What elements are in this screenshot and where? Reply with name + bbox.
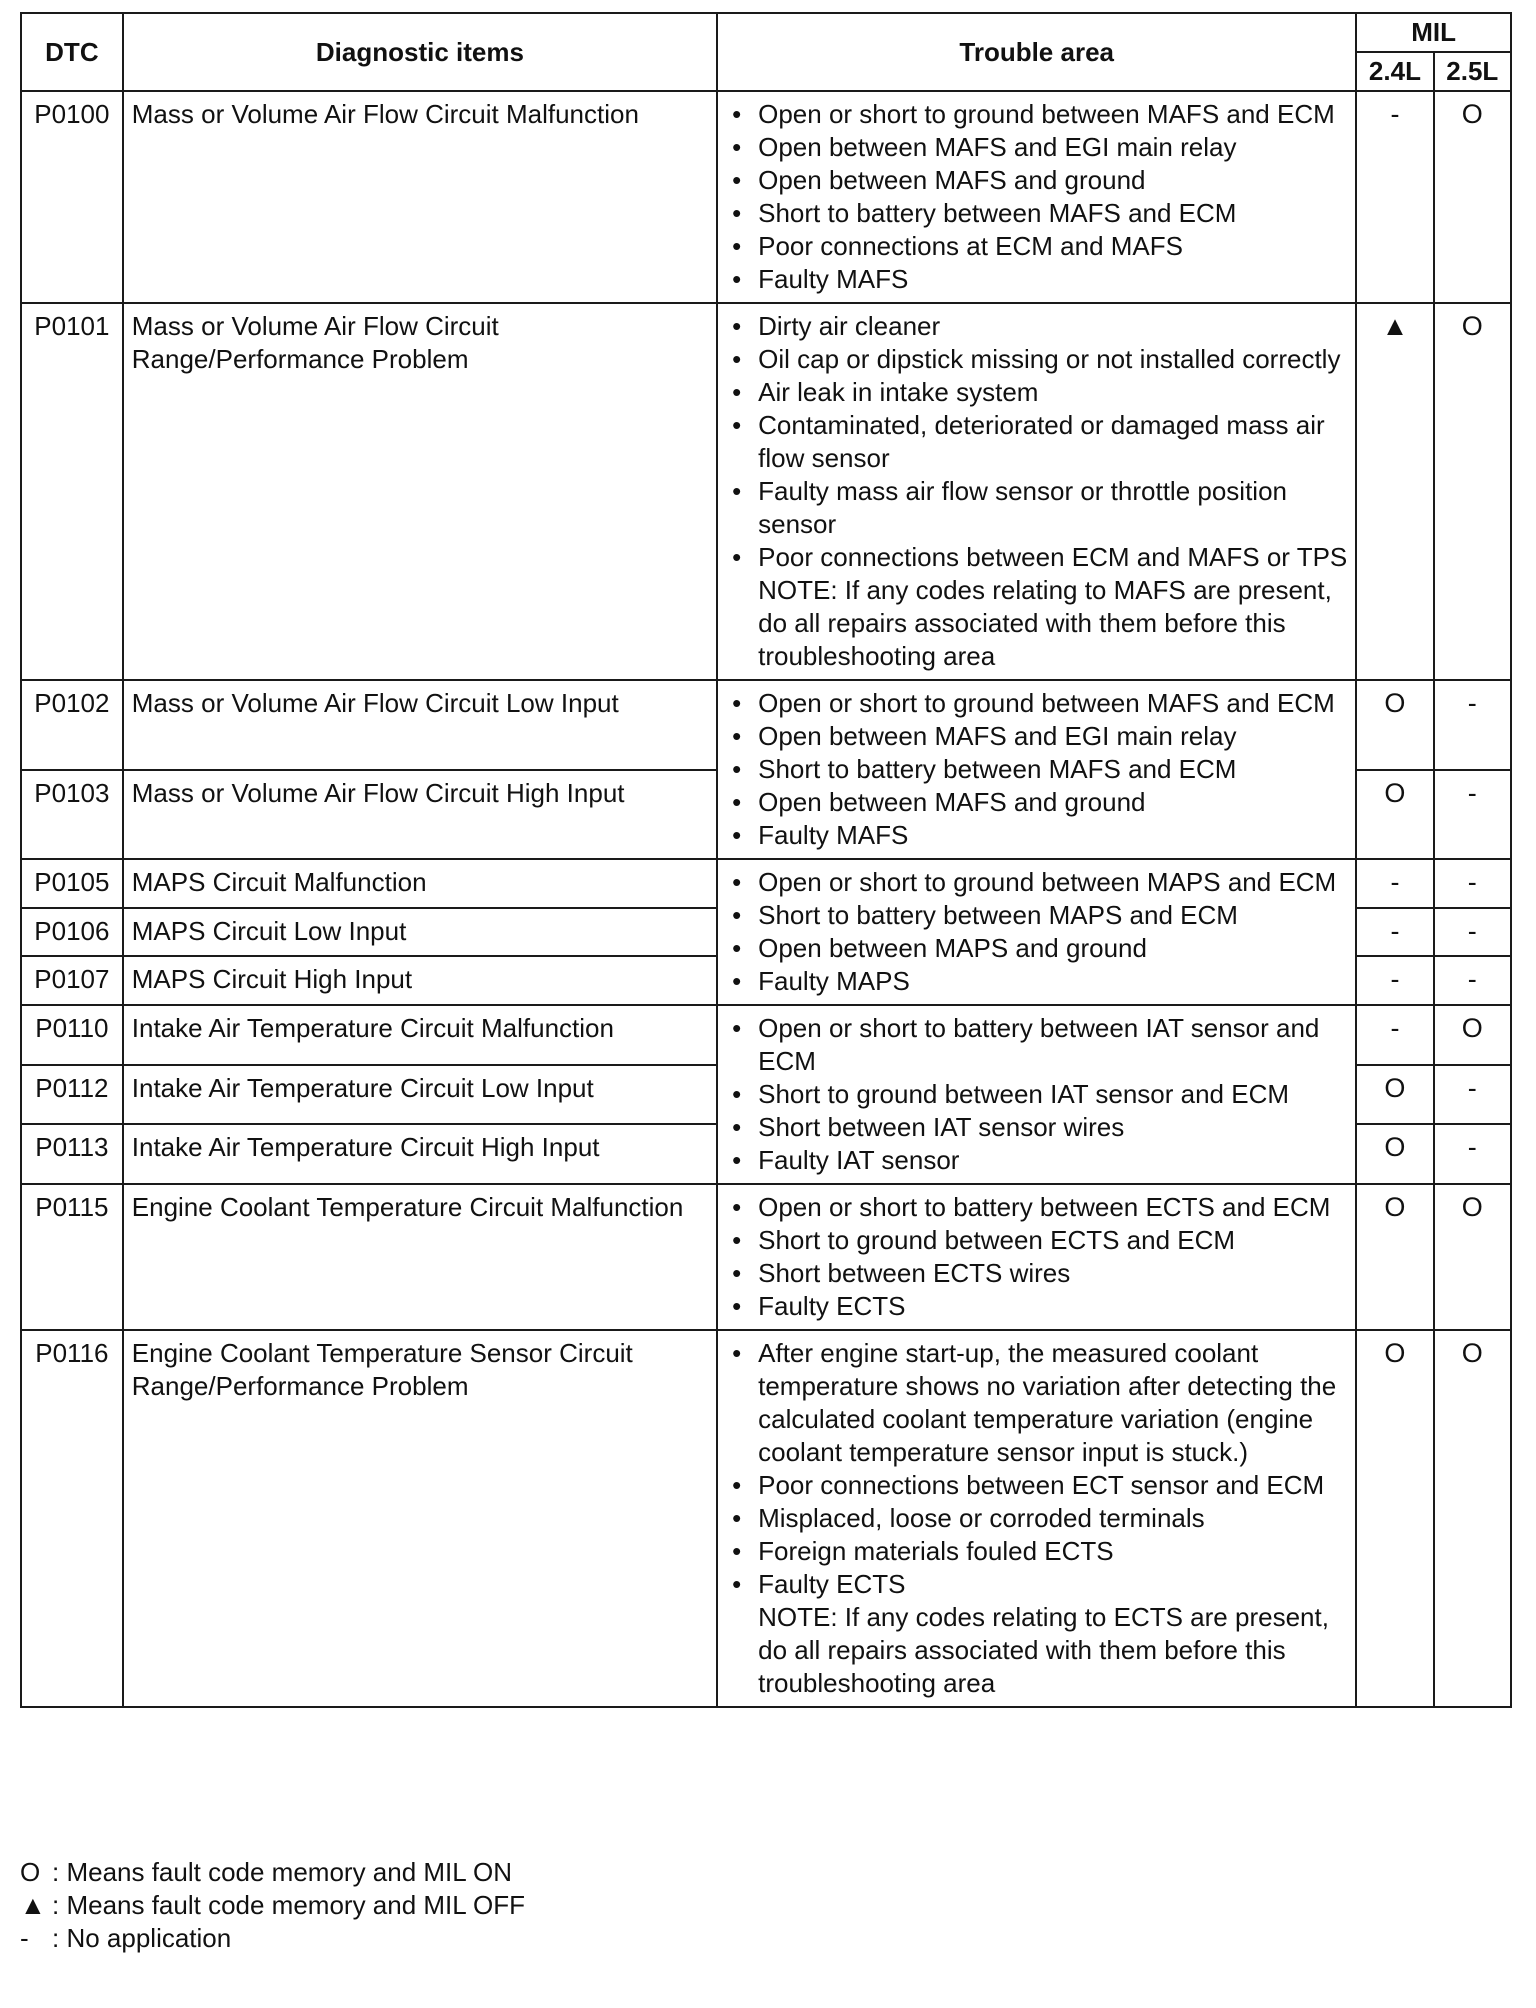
mil-25-value: - — [1434, 680, 1511, 770]
mil-24-value: O — [1356, 1184, 1433, 1330]
trouble-item: • Open between MAFS and EGI main relay — [758, 131, 1347, 164]
header-diagnostic-items: Diagnostic items — [123, 13, 717, 91]
diagnostic-item: MAPS Circuit Low Input — [123, 908, 717, 957]
trouble-item: • Faulty MAFS — [758, 819, 1347, 852]
trouble-area-cell — [717, 91, 1356, 303]
trouble-list — [726, 866, 1347, 998]
dtc-code: P0106 — [21, 908, 123, 957]
trouble-list — [726, 1191, 1347, 1323]
legend-text: : Means fault code memory and MIL ON — [52, 1857, 513, 1887]
mil-25-value: O — [1434, 1184, 1511, 1330]
trouble-item: • Dirty air cleaner — [758, 310, 1347, 343]
trouble-item: • Poor connections at ECM and MAFS — [758, 230, 1347, 263]
dtc-code: P0115 — [21, 1184, 123, 1330]
trouble-item: • Misplaced, loose or corroded terminals — [758, 1502, 1347, 1535]
trouble-list — [726, 687, 1347, 852]
diagnostic-item: Intake Air Temperature Circuit Malfunction — [123, 1005, 717, 1065]
diagnostic-item: Mass or Volume Air Flow Circuit High Input — [123, 770, 717, 860]
trouble-item: • Open or short to battery between IAT sensor and ECM — [758, 1012, 1347, 1078]
table-row — [21, 1330, 1511, 1707]
dtc-code: P0107 — [21, 956, 123, 1005]
trouble-item: • Short to battery between MAFS and ECM — [758, 753, 1347, 786]
header-mil-24: 2.4L — [1356, 52, 1433, 91]
mil-24-value: - — [1356, 1005, 1433, 1065]
mil-24-value: O — [1356, 680, 1433, 770]
mil-25-value: - — [1434, 859, 1511, 908]
diagnostic-item: Mass or Volume Air Flow Circuit Malfunction — [123, 91, 717, 303]
legend-row — [20, 1856, 525, 1889]
diagnostic-item: Mass or Volume Air Flow Circuit Low Input — [123, 680, 717, 770]
mil-24-value: - — [1356, 859, 1433, 908]
header-mil: MIL — [1356, 13, 1511, 52]
mil-25-value: - — [1434, 1065, 1511, 1125]
trouble-item: • Short to battery between MAFS and ECM — [758, 197, 1347, 230]
table-body — [21, 91, 1511, 1707]
legend-text: : No application — [52, 1923, 232, 1953]
header-mil-25: 2.5L — [1434, 52, 1511, 91]
dtc-code: P0103 — [21, 770, 123, 860]
table-header — [21, 13, 1511, 91]
mil-25-value: - — [1434, 908, 1511, 957]
trouble-area-cell — [717, 680, 1356, 859]
trouble-item: • Faulty mass air flow sensor or throttle position sensor — [758, 475, 1347, 541]
table-row — [21, 1005, 1511, 1065]
trouble-item: • Open between MAFS and ground — [758, 164, 1347, 197]
trouble-item: • After engine start-up, the measured coolant temperature shows no variation after detecting the calculated coolant temperature variation (engine coolant temperature sensor input is stuck.) — [758, 1337, 1347, 1469]
trouble-list — [726, 1337, 1347, 1601]
trouble-item: • Short to ground between ECTS and ECM — [758, 1224, 1347, 1257]
trouble-item: • Short to ground between IAT sensor and ECM — [758, 1078, 1347, 1111]
dtc-code: P0105 — [21, 859, 123, 908]
mil-25-value: O — [1434, 91, 1511, 303]
trouble-item: • Open or short to battery between ECTS and ECM — [758, 1191, 1347, 1224]
trouble-area-cell — [717, 1184, 1356, 1330]
trouble-area-cell — [717, 859, 1356, 1005]
diagnostic-item: Engine Coolant Temperature Circuit Malfunction — [123, 1184, 717, 1330]
legend — [20, 1856, 525, 1955]
trouble-item: • Open between MAPS and ground — [758, 932, 1347, 965]
mil-25-value: O — [1434, 1330, 1511, 1707]
trouble-item: • Faulty IAT sensor — [758, 1144, 1347, 1177]
table-row — [21, 1184, 1511, 1330]
table-row — [21, 859, 1511, 908]
trouble-item: • Faulty ECTS — [758, 1290, 1347, 1323]
mil-24-value: O — [1356, 1330, 1433, 1707]
trouble-item: • Faulty MAFS — [758, 263, 1347, 296]
trouble-item: • Open or short to ground between MAFS and ECM — [758, 98, 1347, 131]
dtc-code: P0112 — [21, 1065, 123, 1125]
trouble-item: • Poor connections between ECM and MAFS or TPS — [758, 541, 1347, 574]
mil-24-value: O — [1356, 1124, 1433, 1184]
legend-symbol: O — [20, 1857, 41, 1887]
mil-24-value: - — [1356, 956, 1433, 1005]
dtc-code: P0102 — [21, 680, 123, 770]
legend-row — [20, 1889, 525, 1922]
mil-24-value: ▲ — [1356, 303, 1433, 680]
mil-25-value: O — [1434, 1005, 1511, 1065]
mil-25-value: - — [1434, 956, 1511, 1005]
note-text: NOTE: If any codes relating to MAFS are present, do all repairs associated with them before this troubleshooting area — [758, 575, 1332, 671]
mil-25-value: - — [1434, 770, 1511, 860]
legend-row — [20, 1922, 525, 1955]
diagnostic-item: MAPS Circuit High Input — [123, 956, 717, 1005]
header-dtc: DTC — [21, 13, 123, 91]
trouble-item: • Short to battery between MAPS and ECM — [758, 899, 1347, 932]
trouble-item: • Short between IAT sensor wires — [758, 1111, 1347, 1144]
trouble-item: • Contaminated, deteriorated or damaged mass air flow sensor — [758, 409, 1347, 475]
mil-24-value: O — [1356, 770, 1433, 860]
header-row — [21, 13, 1511, 52]
legend-symbol: ▲ — [20, 1890, 46, 1920]
trouble-item: • Open or short to ground between MAPS and ECM — [758, 866, 1347, 899]
trouble-item: • Air leak in intake system — [758, 376, 1347, 409]
diagnostic-item: Engine Coolant Temperature Sensor Circuit Range/Performance Problem — [123, 1330, 717, 1707]
trouble-area-cell — [717, 1330, 1356, 1707]
table-row — [21, 91, 1511, 303]
header-trouble-area: Trouble area — [717, 13, 1356, 91]
trouble-area-cell — [717, 1005, 1356, 1184]
mil-25-value: O — [1434, 303, 1511, 680]
diagnostic-item: MAPS Circuit Malfunction — [123, 859, 717, 908]
mil-25-value: - — [1434, 1124, 1511, 1184]
mil-24-value: - — [1356, 908, 1433, 957]
note-text: NOTE: If any codes relating to ECTS are present, do all repairs associated with them before this troubleshooting area — [758, 1602, 1329, 1698]
dtc-code: P0116 — [21, 1330, 123, 1707]
table-row — [21, 680, 1511, 770]
dtc-code: P0113 — [21, 1124, 123, 1184]
trouble-item: • Short between ECTS wires — [758, 1257, 1347, 1290]
diagnostic-item: Mass or Volume Air Flow Circuit Range/Performance Problem — [123, 303, 717, 680]
trouble-item: • Foreign materials fouled ECTS — [758, 1535, 1347, 1568]
dtc-code: P0110 — [21, 1005, 123, 1065]
trouble-item: • Oil cap or dipstick missing or not installed correctly — [758, 343, 1347, 376]
legend-symbol: - — [20, 1923, 29, 1953]
trouble-item: • Faulty MAPS — [758, 965, 1347, 998]
trouble-item: • Faulty ECTS — [758, 1568, 1347, 1601]
mil-24-value: - — [1356, 91, 1433, 303]
trouble-item: • Open between MAFS and ground — [758, 786, 1347, 819]
mil-24-value: O — [1356, 1065, 1433, 1125]
trouble-list — [726, 1012, 1347, 1177]
trouble-list — [726, 310, 1347, 574]
trouble-list — [726, 98, 1347, 296]
trouble-item: • Open or short to ground between MAFS and ECM — [758, 687, 1347, 720]
diagnostic-item: Intake Air Temperature Circuit High Input — [123, 1124, 717, 1184]
trouble-area-cell — [717, 303, 1356, 680]
diagnostic-item: Intake Air Temperature Circuit Low Input — [123, 1065, 717, 1125]
dtc-code: P0101 — [21, 303, 123, 680]
trouble-item: • Poor connections between ECT sensor and ECM — [758, 1469, 1347, 1502]
trouble-item: • Open between MAFS and EGI main relay — [758, 720, 1347, 753]
table-row — [21, 303, 1511, 680]
dtc-table — [20, 12, 1512, 1708]
legend-text: : Means fault code memory and MIL OFF — [52, 1890, 525, 1920]
dtc-code: P0100 — [21, 91, 123, 303]
